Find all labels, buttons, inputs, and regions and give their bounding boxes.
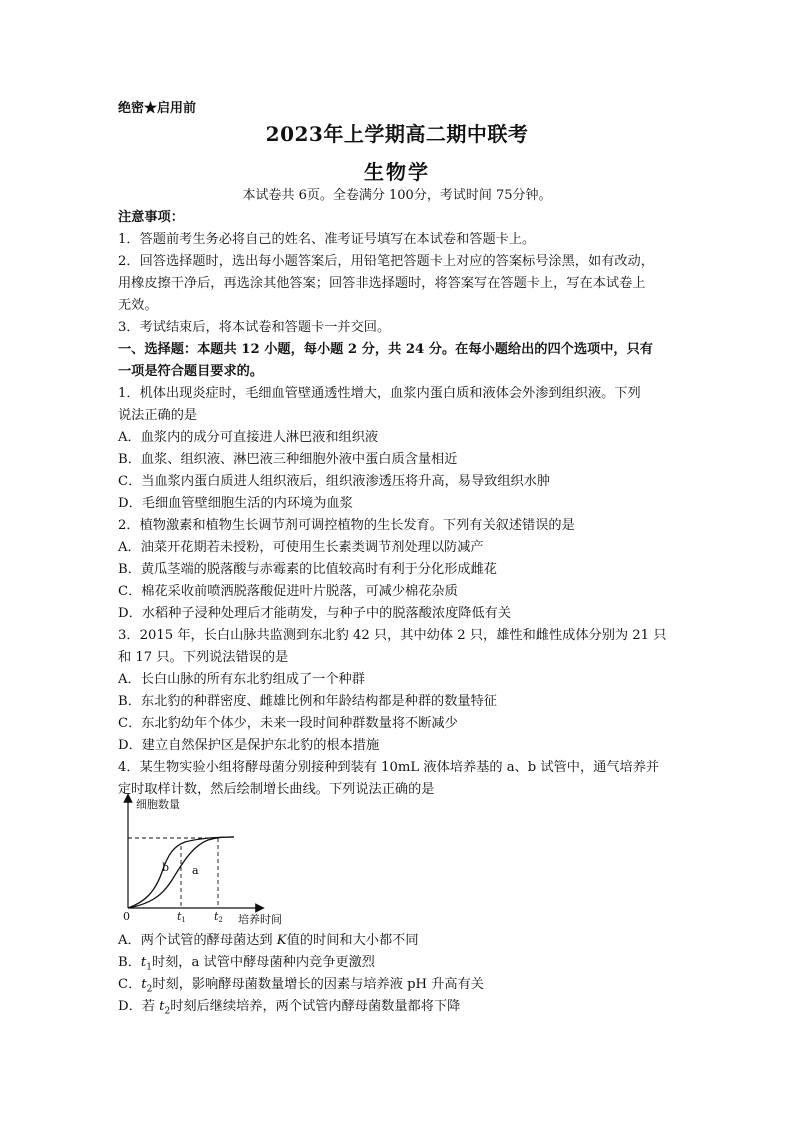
curve-a-label: a bbox=[192, 864, 199, 877]
t2-label: t2 bbox=[214, 910, 223, 924]
notice-item: 2．回答选择题时，选出每小题答案后，用铅笔把答题卡上对应的答案标号涂黑，如有改动， bbox=[118, 254, 654, 269]
q2-option-c: C．棉花采收前喷洒脱落酸促进叶片脱落，可减少棉花杂质 bbox=[118, 584, 458, 599]
q4-stem: 4．某生物实验小组将酵母菌分别接种到装有 10mL 液体培养基的 a、b 试管中，通气培养并 bbox=[118, 760, 660, 775]
q4-option-a: A．两个试管的酵母菌达到 K值的时间和大小都不同 bbox=[118, 933, 419, 948]
notice-item: 用橡皮擦干净后，再选涂其他答案；回答非选择题时，将答案写在答题卡上，写在本试卷上 bbox=[118, 276, 646, 291]
notice-heading: 注意事项： bbox=[118, 210, 184, 225]
exam-title: 2023年上学期高二期中联考 bbox=[265, 122, 529, 146]
q3-option-b: B．东北豹的种群密度、雌雄比例和年龄结构都是种群的数量特征 bbox=[118, 694, 497, 709]
curve-b-label: b bbox=[162, 861, 170, 874]
notice-item: 3．考试结束后，将本试卷和答题卡一并交回。 bbox=[118, 320, 391, 335]
q4-option-c: C．$t_2$时刻，影响酵母菌数量增长的因素与培养液 pH 升高有关 bbox=[118, 977, 484, 995]
x-axis-label: 培养时间 bbox=[238, 913, 282, 926]
y-axis-label: 细胞数量 bbox=[136, 798, 180, 811]
q2-stem: 2．植物激素和植物生长调节剂可调控植物的生长发育。下列有关叙述错误的是 bbox=[118, 518, 575, 533]
q1-stem-cont: 说法正确的是 bbox=[118, 408, 198, 423]
q3-option-c: C．东北豹幼年个体少，未来一段时间种群数量将不断减少 bbox=[118, 716, 458, 731]
q1-option-a: A．血浆内的成分可直接进人淋巴液和组织液 bbox=[118, 430, 379, 445]
q2-option-b: B．黄瓜茎端的脱落酸与赤霉素的比值较高时有利于分化形成雌花 bbox=[118, 562, 497, 577]
section-heading: 一、选择题：本题共 12 小题，每小题 2 分，共 24 分。在每小题给出的四个选项中，只有 bbox=[118, 342, 653, 357]
q3-stem: 3．2015 年，长白山脉共监测到东北豹 42 只，其中幼体 2 只，雄性和雌性成体分别为 21 只 bbox=[118, 628, 667, 643]
section-heading-cont: 一项是符合题目要求的。 bbox=[118, 364, 264, 379]
q1-option-c: C．当血浆内蛋白质进人组织液后，组织液渗透压将升高，易导致组织水肿 bbox=[118, 474, 551, 489]
confidential-tag: 绝密★启用前 bbox=[118, 101, 197, 116]
q4-option-d: D．若 $t_2$时刻后继续培养，两个试管内酵母菌数量都将下降 bbox=[118, 999, 461, 1017]
q2-option-d: D．水稻种子浸种处理后才能萌发，与种子中的脱落酸浓度降低有关 bbox=[118, 606, 512, 621]
t1-label: t1 bbox=[177, 910, 186, 924]
q4-stem-cont: 定时取样计数，然后绘制增长曲线。下列说法正确的是 bbox=[118, 782, 435, 797]
q2-option-a: A．油菜开花期若未授粉，可使用生长素类调节剂处理以防减产 bbox=[118, 540, 484, 555]
notice-item: 1．答题前考生务必将自己的姓名、准考证号填写在本试卷和答题卡上。 bbox=[118, 232, 536, 247]
q1-option-d: D．毛细血管壁细胞生活的内环境为血浆 bbox=[118, 496, 353, 511]
growth-curve-figure bbox=[110, 792, 310, 932]
subject-title: 生物学 bbox=[364, 160, 430, 184]
q4-option-b: B．$t_1$时刻，a 试管中酵母菌种内竞争更激烈 bbox=[118, 955, 375, 973]
q1-option-b: B．血浆、组织液、淋巴液三种细胞外液中蛋白质含量相近 bbox=[118, 452, 458, 467]
q3-stem-cont: 和 17 只。下列说法错误的是 bbox=[118, 650, 289, 665]
q3-option-a: A．长白山脉的所有东北豹组成了一个种群 bbox=[118, 672, 365, 687]
q1-stem: 1．机体出现炎症时，毛细血管壁通透性增大，血浆内蛋白质和液体会外渗到组织液。下列 bbox=[118, 386, 641, 401]
origin-label: 0 bbox=[123, 910, 130, 923]
notice-item: 无效。 bbox=[118, 298, 158, 313]
exam-info: 本试卷共 6页。全卷满分 100分，考试时间 75分钟。 bbox=[242, 188, 552, 203]
q3-option-d: D．建立自然保护区是保护东北豹的根本措施 bbox=[118, 738, 380, 753]
